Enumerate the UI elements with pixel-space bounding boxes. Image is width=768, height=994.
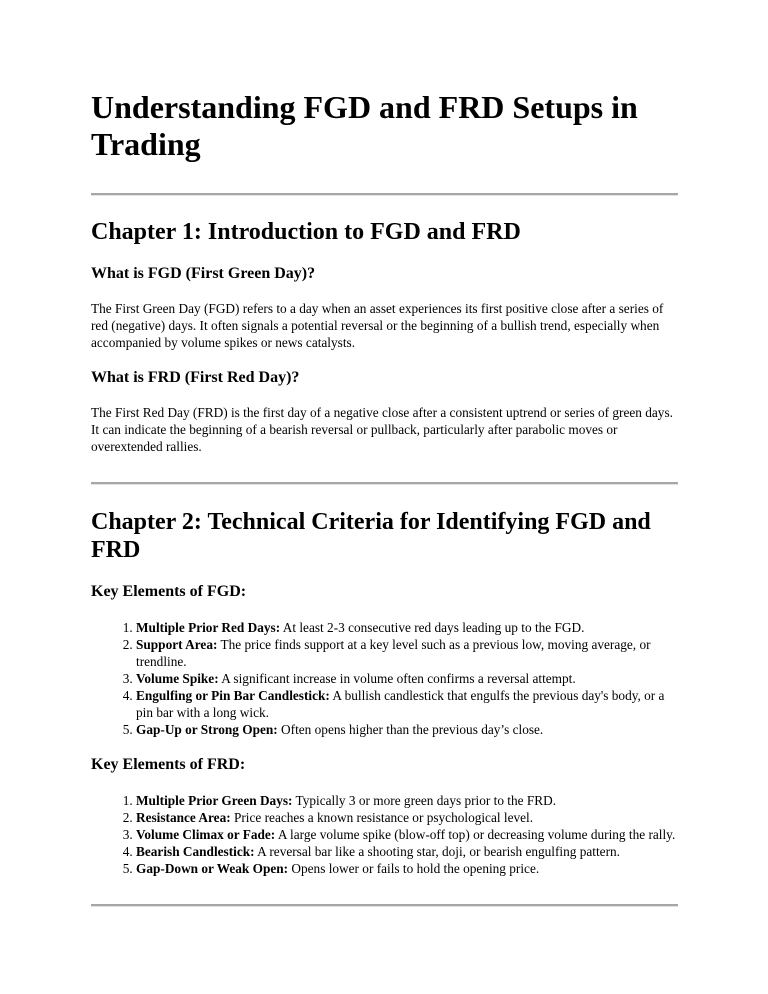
list-item <box>136 687 678 721</box>
frd-definition-heading: What is FRD (First Red Day)? <box>91 369 300 386</box>
list-item-text: A bullish candlestick that engulfs the previous day's body, or a pin bar with a long wick. <box>136 688 665 720</box>
list-item-term: Multiple Prior Green Days: <box>136 793 293 808</box>
fgd-definition-paragraph: The First Green Day (FGD) refers to a day when an asset experiences its first positive close after a series of red (negative) days. It often signals a potential reversal or the beginning of a bullish trend, especially when accompanied by volume spikes or news catalysts. <box>91 301 664 350</box>
list-item-text: Typically 3 or more green days prior to the FRD. <box>292 793 557 808</box>
list-item-term: Gap-Down or Weak Open: <box>136 861 289 876</box>
frd-key-elements-list <box>91 792 678 877</box>
list-item-text: Opens lower or fails to hold the opening price. <box>288 861 540 876</box>
list-item-text: A reversal bar like a shooting star, doji, or bearish engulfing pattern. <box>254 844 620 859</box>
list-item <box>136 792 678 809</box>
list-item <box>136 826 678 843</box>
list-item <box>136 619 678 636</box>
list-item-text: Price reaches a known resistance or psychological level. <box>230 810 534 825</box>
list-item-term: Volume Spike: <box>136 671 219 686</box>
list-item-term: Gap-Up or Strong Open: <box>136 722 278 737</box>
list-item-term: Resistance Area: <box>136 810 231 825</box>
page-title: Understanding FGD and FRD Setups in Trading <box>91 89 638 162</box>
list-item <box>136 721 678 738</box>
list-item-term: Engulfing or Pin Bar Candlestick: <box>136 688 330 703</box>
fgd-definition-heading: What is FGD (First Green Day)? <box>91 265 316 282</box>
list-item-text: A significant increase in volume often confirms a reversal attempt. <box>218 671 576 686</box>
chapter-2-heading: Chapter 2: Technical Criteria for Identifying FGD and FRD <box>91 509 651 563</box>
divider <box>91 482 678 485</box>
chapter-1-heading: Chapter 1: Introduction to FGD and FRD <box>91 219 521 245</box>
list-item-term: Multiple Prior Red Days: <box>136 620 281 635</box>
list-item <box>136 636 678 670</box>
list-item-text: A large volume spike (blow-off top) or decreasing volume during the rally. <box>275 827 676 842</box>
fgd-key-elements-heading: Key Elements of FGD: <box>91 583 247 600</box>
list-item-text: The price finds support at a key level such as a previous low, moving average, or trendline. <box>136 637 651 669</box>
list-item <box>136 860 678 877</box>
divider <box>91 904 678 907</box>
list-item-term: Support Area: <box>136 637 218 652</box>
list-item-text: At least 2-3 consecutive red days leading up to the FGD. <box>280 620 585 635</box>
frd-key-elements-heading: Key Elements of FRD: <box>91 756 246 773</box>
list-item <box>136 670 678 687</box>
list-item-term: Bearish Candlestick: <box>136 844 255 859</box>
frd-definition-paragraph: The First Red Day (FRD) is the first day of a negative close after a consistent uptrend or series of green days. It can indicate the beginning of a bearish reversal or pullback, particularly after parabolic moves or overextended rallies. <box>91 405 673 454</box>
list-item-text: Often opens higher than the previous day’s close. <box>277 722 544 737</box>
list-item <box>136 809 678 826</box>
fgd-key-elements-list <box>91 619 678 738</box>
list-item <box>136 843 678 860</box>
divider <box>91 193 678 196</box>
list-item-term: Volume Climax or Fade: <box>136 827 276 842</box>
